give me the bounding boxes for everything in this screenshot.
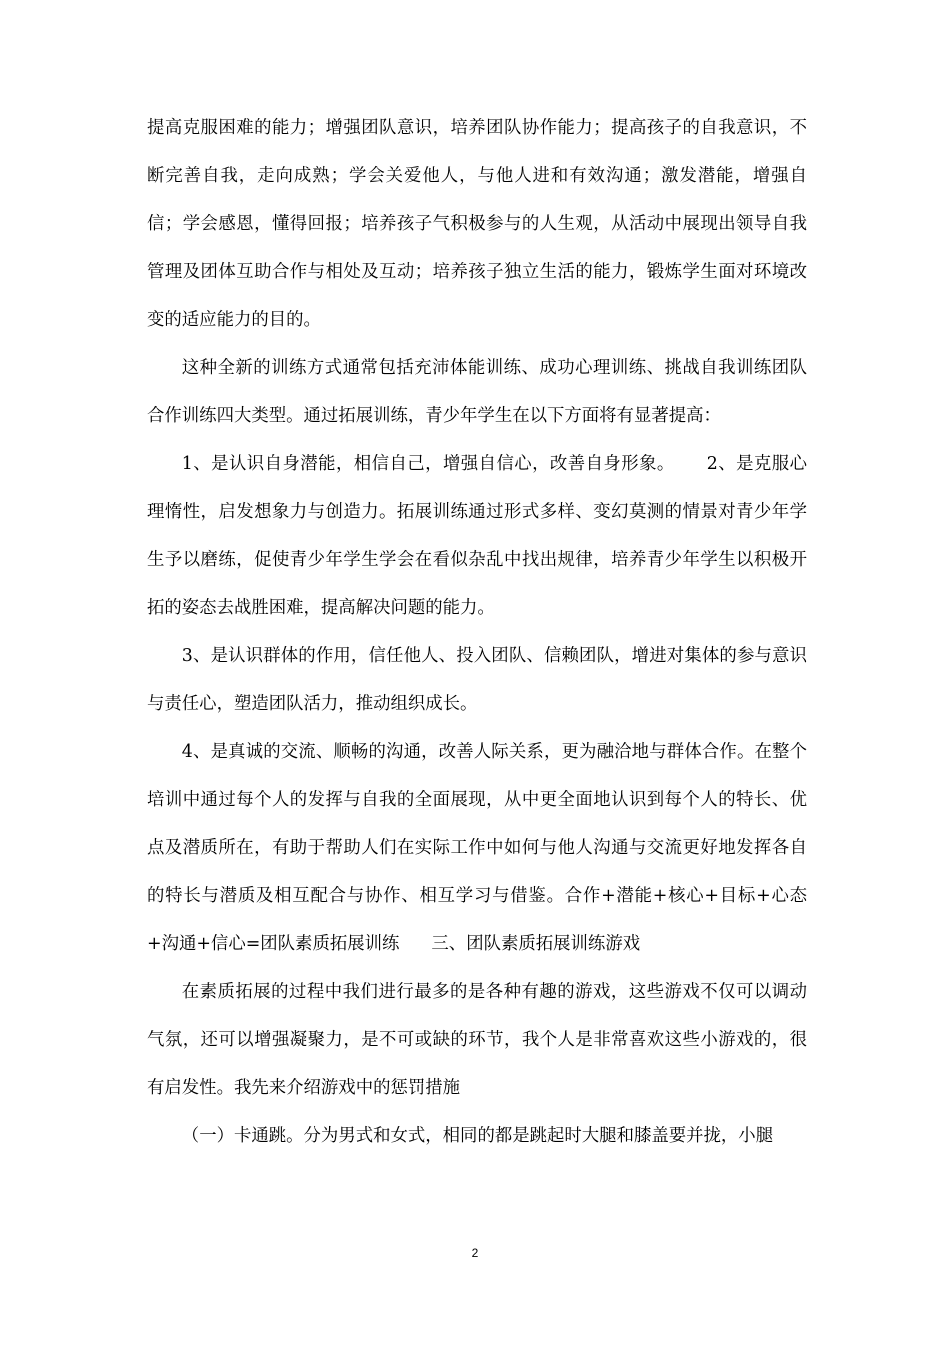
paragraph: 提高克服困难的能力；增强团队意识，培养团队协作能力；提高孩子的自我意识，不断完善自我，走向成熟；学会关爱他人，与他人进和有效沟通；激发潜能，增强自信；学会感恩，懂得回报；培养孩子气积极参与的人生观，从活动中展现出领导自我管理及团体互助合作与相处及互动；培养孩子独立生活的能力，锻炼学生面对环境改变的适应能力的目的。 <box>147 118 807 330</box>
paragraph: （一）卡通跳。分为男式和女式，相同的都是跳起时大腿和膝盖要并拢，小腿 <box>181 1126 774 1146</box>
paragraph-segment: 2、是克服心理惰性，启发想象力与创造力。拓展训练通过形式多样、变幻莫测的情景对青少年学生予以磨练，促使青少年学生学会在看似杂乱中找出规律，培养青少年学生以积极开拓的姿态去战胜困难，提高解决问题的能力。 <box>147 454 807 618</box>
paragraph-segment: 1、是认识自身潜能，相信自己，增强自信心，改善自身形象。 <box>181 454 675 474</box>
section-heading-inline: 三、团队素质拓展训练游戏 <box>431 934 641 954</box>
paragraph <box>147 728 807 968</box>
paragraph: 在素质拓展的过程中我们进行最多的是各种有趣的游戏，这些游戏不仅可以调动气氛，还可以增强凝聚力，是不可或缺的环节，我个人是非常喜欢这些小游戏的，很有启发性。我先来介绍游戏中的惩罚措施 <box>147 982 807 1098</box>
paragraph: 这种全新的训练方式通常包括充沛体能训练、成功心理训练、挑战自我训练团队合作训练四大类型。通过拓展训练，青少年学生在以下方面将有显著提高： <box>147 358 807 426</box>
page-number: 2 <box>471 1246 479 1260</box>
paragraph: 3、是认识群体的作用，信任他人、投入团队、信赖团队，增进对集体的参与意识与责任心，塑造团队活力，推动组织成长。 <box>147 646 807 714</box>
paragraph <box>147 440 807 632</box>
document-body <box>147 104 807 1160</box>
paragraph-segment: 4、是真诚的交流、顺畅的沟通，改善人际关系，更为融洽地与群体合作。在整个培训中通过每个人的发挥与自我的全面展现，从中更全面地认识到每个人的特长、优点及潜质所在，有助于帮助人们在实际工作中如何与他人沟通与交流更好地发挥各自的特长与潜质及相互配合与协作、相互学习与借鉴。合作+潜能+核心+目标+心态+沟通+信心=团队素质拓展训练 <box>147 742 807 954</box>
